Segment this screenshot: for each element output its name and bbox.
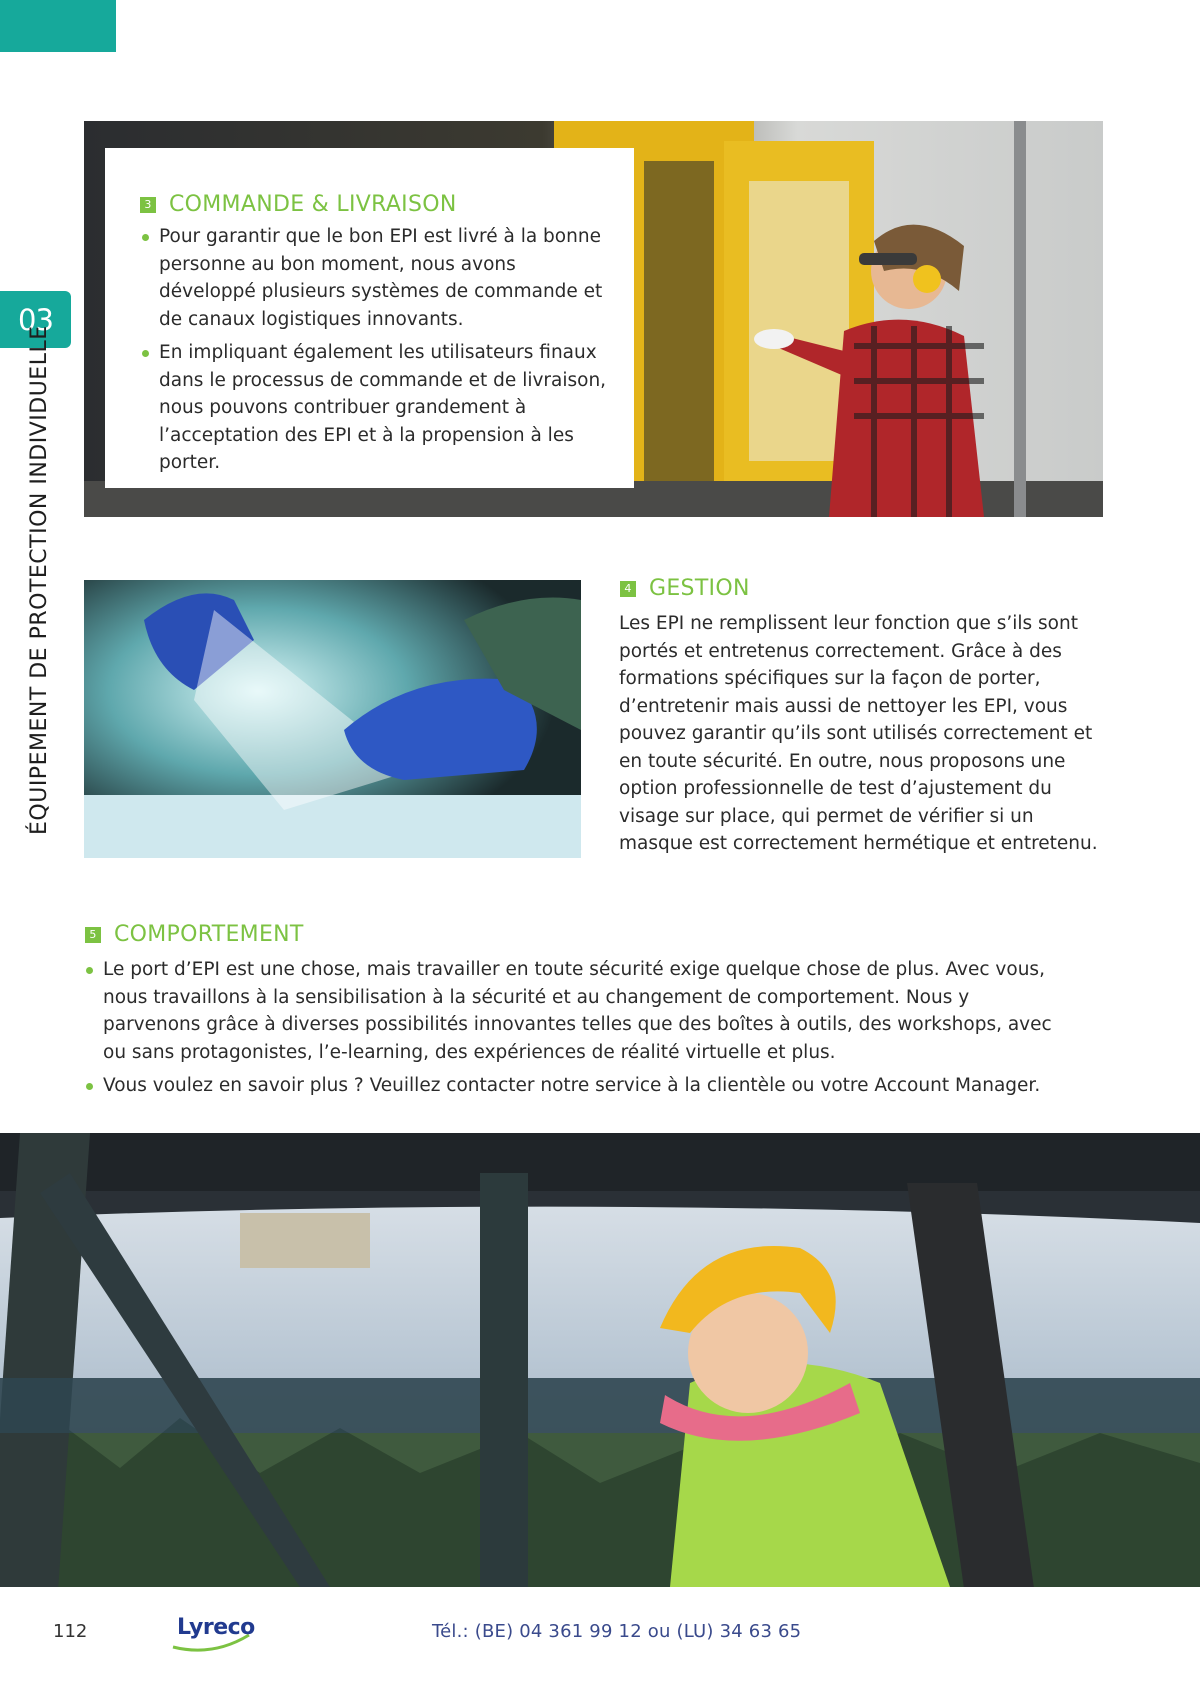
section-3-bullet-list — [141, 223, 611, 477]
photo-worker-tower — [0, 1133, 1200, 1587]
contact-phone: Tél.: (BE) 04 361 99 12 ou (LU) 34 63 65 — [432, 1621, 802, 1642]
section-5-number-badge: 5 — [85, 927, 101, 943]
chapter-number: 03 — [18, 302, 53, 337]
chapter-title-vertical: ÉQUIPEMENT DE PROTECTION INDIVIDUELLE — [27, 325, 52, 835]
section-3-title: COMMANDE & LIVRAISON — [169, 192, 457, 217]
order-delivery-card — [105, 148, 634, 488]
section-4-number-badge: 4 — [620, 581, 636, 597]
list-item: Pour garantir que le bon EPI est livré à la bonne personne au bon moment, nous avons développé plusieurs systèmes de commande et de canaux logistiques innovants. — [141, 223, 611, 333]
lyreco-logo — [163, 1605, 259, 1653]
list-item: Le port d’EPI est une chose, mais travailler en toute sécurité exige quelque chose de plus. Avec vous, nous travaillons à la sensibilisation à la sécurité et au changement de comportement. Nous y parvenons grâce à diverses possibilités innovantes telles que des boîtes à outils, des workshops, avec ou sans protagonistes, l’e-learning, des expériences de réalité virtuelle et plus. — [85, 956, 1070, 1066]
list-item: En impliquant également les utilisateurs finaux dans le processus de commande et de livraison, nous pouvons contribuer grandement à l’acceptation des EPI et à la propension à les porter. — [141, 339, 611, 477]
section-3-heading — [140, 192, 457, 217]
section-4-title: GESTION — [649, 576, 750, 601]
list-item: Vous voulez en savoir plus ? Veuillez contacter notre service à la clientèle ou votre Account Manager. — [85, 1072, 1070, 1100]
top-color-tab — [0, 0, 116, 52]
photo-gloves-spray — [84, 580, 581, 858]
page-number: 112 — [53, 1621, 88, 1642]
section-4-text: Les EPI ne remplissent leur fonction que s’ils sont portés et entretenus correctement. Grâce à des formations spécifiques sur la façon de porter, d’entretenir mais aussi de nettoyer les EPI, vous pouvez garantir qu’ils sont utilisés correctement et en toute sécurité. En outre, nous proposons une option professionnelle de test d’ajustement du visage sur place, qui permet de vérifier si un masque est correctement hermétique et entretenu. — [619, 613, 1098, 854]
section-4-heading — [620, 576, 750, 601]
section-3-number-badge: 3 — [140, 197, 156, 213]
section-5-heading — [85, 922, 304, 947]
section-5-title: COMPORTEMENT — [114, 922, 304, 947]
section-5-bullet-list — [85, 956, 1070, 1100]
logo-text: Lyreco — [177, 1615, 255, 1640]
